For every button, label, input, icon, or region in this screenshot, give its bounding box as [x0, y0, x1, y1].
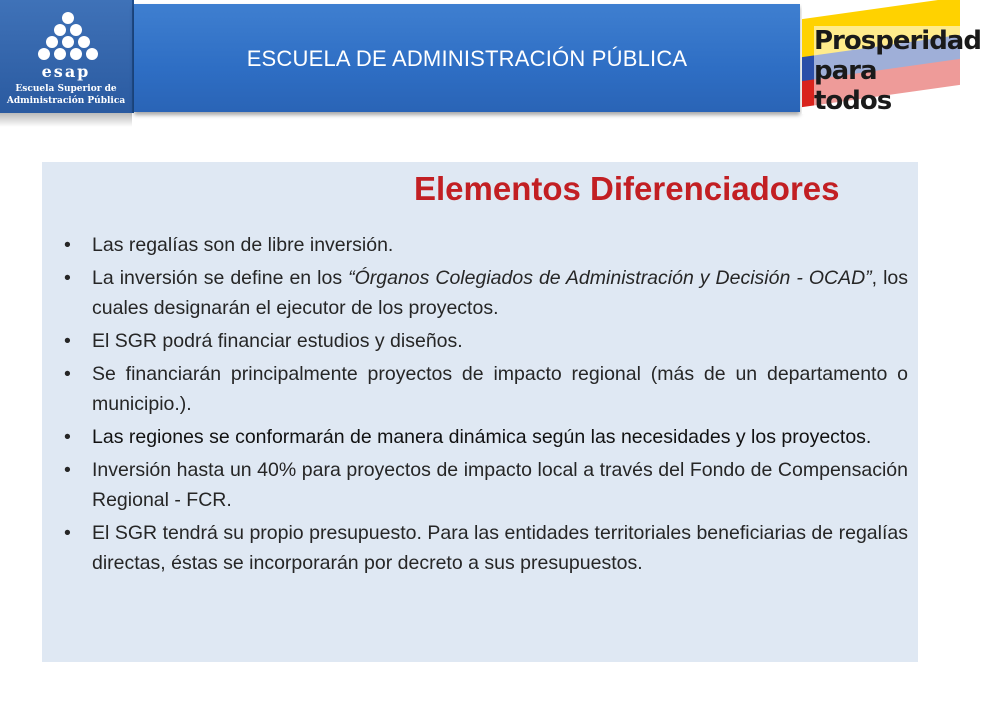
bullet-item: • Inversión hasta un 40% para proyectos de impacto local a través del Fondo de Compensación Regional - FCR. — [56, 455, 908, 515]
section-heading: Elementos Diferenciadores — [414, 170, 840, 207]
content-panel — [42, 162, 918, 662]
esap-logo — [0, 0, 134, 113]
esap-circles-icon — [36, 12, 100, 68]
esap-logo-line1: Escuela Superior de — [15, 84, 117, 94]
page-title: ESCUELA DE ADMINISTRACIÓN PÚBLICA — [246, 46, 688, 71]
bullet-list — [56, 230, 908, 581]
header — [0, 0, 981, 116]
prosperidad-logo — [802, 0, 981, 116]
prosperidad-line2: para todos — [814, 56, 960, 116]
title-banner — [134, 4, 800, 112]
bullet-item: • El SGR tendrá su propio presupuesto. Para las entidades territoriales beneficiarias de regalías directas, éstas se incorporarán por decreto a sus presupuestos. — [56, 518, 908, 578]
bullet-item: • Las regiones se conformarán de manera dinámica según las necesidades y los proyectos. — [56, 422, 908, 452]
bullet-item: • Las regalías son de libre inversión. — [56, 230, 908, 260]
bullet-item: • El SGR podrá financiar estudios y diseños. — [56, 326, 908, 356]
esap-logo-line2: Administración Pública — [6, 96, 126, 106]
logo-shadow — [0, 113, 132, 127]
prosperidad-line1: Prosperidad — [814, 26, 981, 56]
bullet-item: • La inversión se define en los “Órganos Colegiados de Administración y Decisión - OCAD”, los cuales designarán el ejecutor de los proyectos. — [56, 263, 908, 323]
ocad-emphasis: “Órganos Colegiados de Administración y Decisión - OCAD” — [348, 267, 872, 289]
esap-logo-word: esap — [41, 62, 91, 81]
bullet-item: • Se financiarán principalmente proyectos de impacto regional (más de un departamento o municipio.). — [56, 359, 908, 419]
